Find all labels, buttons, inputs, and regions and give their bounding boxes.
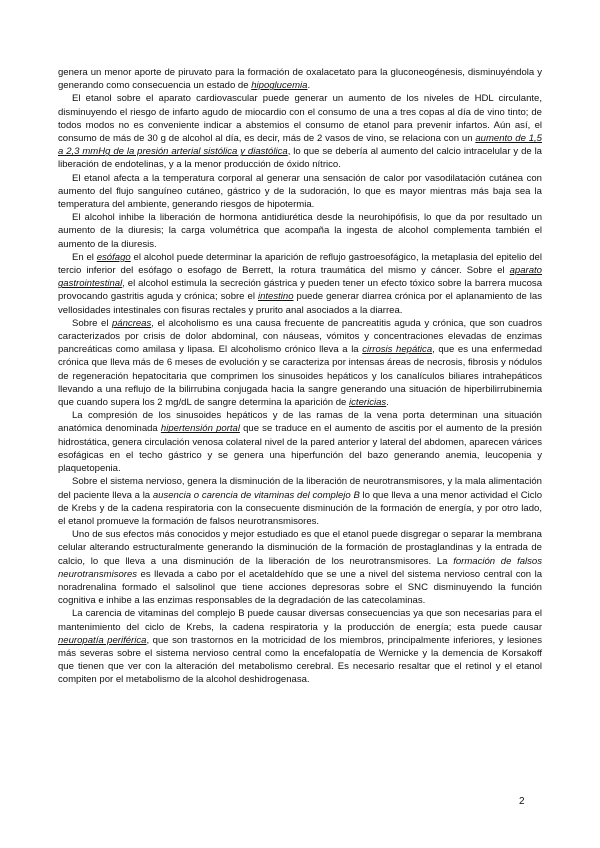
page-number: 2 (519, 796, 525, 807)
hyperlink[interactable]: hipertensión portal (160, 423, 240, 435)
paragraph (58, 607, 542, 686)
text-run: , lo que se debería al aumento del calcio intracelular y de la liberación de endotelinas, y a la menor producción de óxido nítrico. (58, 146, 542, 171)
paragraph (58, 409, 542, 475)
paragraph (58, 475, 542, 528)
paragraph (58, 528, 542, 607)
paragraph (58, 211, 542, 251)
text-run: puede generar diarrea crónica por el aplanamiento de las vellosidades intestinales con fisuras rectales y prurito anal asociados a la diarrea. (58, 291, 542, 316)
text-run: El etanol sobre el aparato cardiovascular puede generar un aumento de los niveles de HDL circulante, disminuyendo el riesgo de infarto agudo de miocardio con el consumo de una a tres copas al día de vino tinto; de todos modos no es conveniente indicar a abstemios el consumo de etanol para prevenir infartos. Aún así, el consumo de más de 30 g de alcohol al día, es decir, más de 2 vasos de vino, se relaciona con un (58, 93, 542, 145)
paragraph (58, 172, 542, 212)
text-run: genera un menor aporte de piruvato para la formación de oxalacetato para la gluconeogénesis, disminuyéndola y generando como consecuencia un estado de (58, 67, 542, 92)
text-run: La compresión de los sinusoides hepáticos y de las ramas de la vena porta determinan una situación anatómica denominada (58, 410, 542, 435)
text-run: , que es una enfermedad crónica que lleva más de 6 meses de evolución y se caracteriza por intensas áreas de necrosis, fibrosis y nódulos de regeneración hepatocitaria que comprimen los sinusoides hepáticos y los canalículos biliares intrahepáticos llevando a una reflujo de la bilirrubina conjugada hacia la sangre generando una situación de hiperbilirrubinemia que cuando supera los 2 mg/dL de sangre determina la aparición de (58, 344, 543, 409)
text-run: . (386, 397, 389, 409)
text-run: . (307, 80, 311, 92)
text-run: La carencia de vitaminas del complejo B puede causar diversas consecuencias ya que son necesarias para el mantenimiento del ciclo de Krebs, la cadena respiratoria y la producción de energía; esta puede causar (58, 608, 542, 633)
text-run: En el (72, 251, 97, 263)
paragraph (58, 92, 542, 171)
text-run: El alcohol inhibe la liberación de hormona antidiurética desde la neurohipófisis, lo que da por resultado un aumento de la diuresis; la carga volumétrica que acompaña la ingesta de alcohol complementa también el aumento de la diuresis. (58, 212, 542, 250)
emphasis-text: ausencia o carencia de vitaminas del complejo B (152, 489, 360, 501)
hyperlink[interactable]: hipoglucemia (251, 80, 308, 92)
hyperlink[interactable]: cirrosis hepática (362, 344, 433, 356)
document-body (58, 66, 542, 687)
paragraph (58, 251, 542, 317)
hyperlink[interactable]: esófago (96, 251, 131, 263)
text-run: , que son trastornos en la motricidad de los miembros, principalmente inferiores, y lesiones más severas sobre el sistema nervioso central como la encefalopatía de Wernicke y la demencia de Korsakoff que tienen que ver con la alteración del metabolismo cerebral. Es necesario resaltar que el retinol y el etanol compiten por el metabolismo de la alcohol deshidrogenasa. (58, 634, 542, 686)
hyperlink[interactable]: páncreas (111, 317, 152, 329)
hyperlink[interactable]: aparato gastrointestinal (58, 265, 542, 290)
paragraph (58, 317, 542, 409)
hyperlink[interactable]: aumento de 1,5 a 2,3 mmHg de la presión arterial sistólica y diastólica (58, 133, 542, 158)
hyperlink[interactable]: intestino (257, 291, 294, 303)
text-run: Sobre el sistema nervioso, genera la disminución de la liberación de neurotransmisores, y la mala alimentación del paciente lleva a la (58, 476, 542, 501)
hyperlink[interactable]: ictericias (349, 397, 387, 409)
text-run: Sobre el (72, 317, 112, 329)
text-run: el alcohol puede determinar la aparición de reflujo gastroesofágico, la metaplasia del epitelio del tercio inferior del esófago o esofago de Berrett, la rotura traumática del mismo y cáncer. Sobre el (58, 251, 542, 277)
text-run: que se traduce en el aumento de ascitis por el aumento de la presión hidrostática, genera circulación venosa colateral nivel de la pared anterior y lateral del abdomen, aparecen várices esofágicas en el techo gástrico y se genera una hiperfunción del bazo generando anemia, leucopenia y plaquetopenia. (58, 423, 542, 475)
text-run: es llevada a cabo por el acetaldehído que se une a nivel del sistema nervioso central con la noradrenalina formado el salsolinol que tiene acciones depresoras sobre el SNC disminuyendo la función cognitiva e inhibe a las enzimas responsables de la degradación de las catecolaminas. (58, 568, 542, 607)
paragraph (58, 66, 542, 92)
hyperlink[interactable]: neuropatía periférica (58, 634, 147, 646)
text-run: , el alcoholismo es una causa frecuente de pancreatitis aguda y crónica, que son cuadros caracterizados por crisis de dolor abdominal, con náuseas, vómitos y concentraciones elevadas de enzimas pancreáticas como amilasa y lipasa. El alcoholismo crónico lleva a la (58, 317, 542, 356)
text-run: lo que lleva a una menor actividad el Ciclo de Krebs y de la cadena respiratoria con la consecuente disminución de la formación de energía, y por otro lado, el etanol promueve la formación de falsos neurotransmisores. (58, 489, 542, 527)
text-run: El etanol afecta a la temperatura corporal al generar una sensación de calor por vasodilatación cutánea con aumento del flujo sanguíneo cutáneo, gástrico y de la sudoración, lo que es mayor mientras más baja sea la temperatura del ambiente, generando riesgos de hipotermia. (58, 172, 542, 211)
text-run: Uno de sus efectos más conocidos y mejor estudiado es que el etanol puede disgregar o separar la membrana celular alterando estructuralmente generando la disminución de la formación de prostaglandinas y la entrada de calcio, lo que lleva a una disminución de la liberación de los neurotransmisores. La (58, 529, 542, 567)
emphasis-text: formación de falsos neurotransmisores (58, 555, 543, 580)
text-run: , el alcohol estimula la secreción gástrica y pueden tener un efecto tóxico sobre la barrera mucosa provocando gastritis aguda y crónica; sobre el (58, 278, 542, 303)
